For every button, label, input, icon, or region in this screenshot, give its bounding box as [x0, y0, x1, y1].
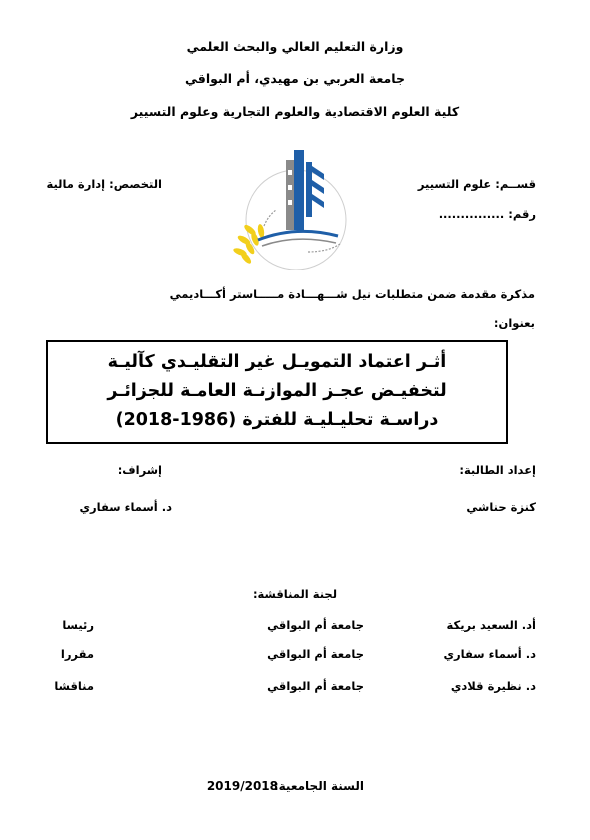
title-line-1: أثـر اعتماد التمويـل غير التقليـدي كآليـة — [107, 352, 447, 372]
committee-member-role: مقررا — [60, 647, 94, 661]
ministry-name: وزارة التعليم العالي والبحث العلمي — [186, 39, 404, 54]
university-name: جامعة العربي بن مهيدي، أم البواقي — [185, 71, 405, 86]
department-label: قســم: علوم التسيير — [417, 177, 536, 191]
student-name: كنزة حناشي — [466, 500, 536, 514]
committee-member-name: أد. السعيد بريكة — [446, 618, 536, 632]
number-label: رقم: ............... — [438, 207, 536, 221]
thesis-intro: مذكرة مقدمة ضمن متطلبات نيل شـــهـــادة مـــــاستر أكـــاديمي — [169, 287, 535, 301]
thesis-title-box — [46, 340, 508, 444]
faculty-name: كلية العلوم الاقتصادية والعلوم التجارية وعلوم التسيير — [130, 104, 460, 119]
committee-title: لجنة المناقشة: — [252, 587, 338, 601]
prepared-by-label: إعداد الطالبة: — [459, 463, 536, 477]
committee-member-name: د. نظيرة قلادي — [450, 679, 536, 693]
academic-year-label: السنة الجامعية: — [273, 779, 364, 793]
supervisor-name: د. أسماء سفاري — [79, 500, 172, 514]
title-line-3: دراسـة تحليـليـة للفترة (1986-2018) — [115, 410, 439, 430]
committee-member-role: رئيسا — [62, 618, 94, 632]
title-line-2: لتخفيـض عجـز الموازنـة العامـة للجزائـر — [107, 381, 447, 401]
university-seal-icon — [228, 140, 364, 270]
title-label: بعنوان: — [493, 316, 535, 330]
committee-member-university: جامعة أم البواقي — [267, 618, 364, 632]
committee-member-name: د. أسماء سفاري — [443, 647, 536, 661]
committee-member-role: مناقشا — [54, 679, 94, 693]
committee-member-university: جامعة أم البواقي — [267, 647, 364, 661]
specialty-label: التخصص: إدارة مالية — [46, 177, 162, 191]
supervision-label: إشراف: — [117, 463, 162, 477]
academic-year-value: 2019/2018 — [206, 779, 278, 793]
committee-member-university: جامعة أم البواقي — [267, 679, 364, 693]
